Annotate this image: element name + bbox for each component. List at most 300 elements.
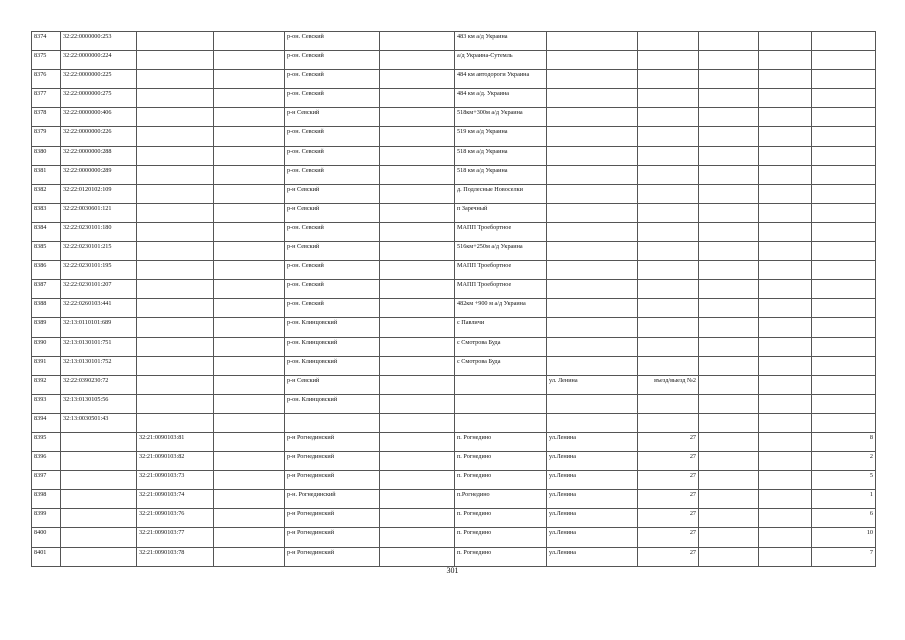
table-cell: р-н Севский	[285, 184, 380, 203]
table-cell	[812, 146, 876, 165]
table-cell	[699, 490, 759, 509]
table-cell: р-он. Клинцовский	[285, 337, 380, 356]
table-cell	[137, 32, 214, 51]
table-cell: 32:22:0120102:109	[61, 184, 137, 203]
table-row	[32, 89, 876, 108]
table-cell: р-он. Клинцовский	[285, 356, 380, 375]
table-cell: 32:22:0230101:195	[61, 261, 137, 280]
table-cell	[214, 337, 285, 356]
table-cell: ул.Ленина	[547, 490, 638, 509]
table-cell: р-н Рогнединский	[285, 509, 380, 528]
table-cell	[638, 89, 699, 108]
table-cell	[137, 165, 214, 184]
table-cell	[699, 509, 759, 528]
table-cell	[214, 51, 285, 70]
table-cell	[699, 280, 759, 299]
table-cell	[638, 337, 699, 356]
table-cell: 27	[638, 432, 699, 451]
table-cell: 27	[638, 452, 699, 471]
table-cell: р-он. Севский	[285, 127, 380, 146]
table-cell	[812, 280, 876, 299]
table-cell	[759, 452, 812, 471]
register-table	[31, 31, 876, 567]
table-cell	[214, 394, 285, 413]
table-cell	[137, 70, 214, 89]
table-cell	[547, 394, 638, 413]
table-cell: 8383	[32, 203, 61, 222]
table-cell: 7	[812, 547, 876, 566]
table-row	[32, 261, 876, 280]
table-cell	[137, 280, 214, 299]
page-number: 301	[446, 566, 459, 575]
table-cell	[812, 32, 876, 51]
table-cell: 484 км автодороги Украина	[455, 70, 547, 89]
table-cell	[137, 394, 214, 413]
table-cell	[61, 490, 137, 509]
table-cell	[699, 89, 759, 108]
table-cell	[812, 222, 876, 241]
table-cell	[214, 547, 285, 566]
table-cell	[380, 184, 455, 203]
table-cell: р-он. Севский	[285, 299, 380, 318]
table-cell: р-он. Клинцовский	[285, 394, 380, 413]
table-cell: 8378	[32, 108, 61, 127]
table-cell	[759, 509, 812, 528]
table-cell: п Заречный	[455, 203, 547, 222]
table-cell	[638, 413, 699, 432]
register-table-body	[32, 32, 876, 567]
table-row	[32, 165, 876, 184]
table-row	[32, 184, 876, 203]
table-cell	[699, 337, 759, 356]
table-cell: 8399	[32, 509, 61, 528]
table-cell	[380, 89, 455, 108]
table-cell: 32:21:0090103:76	[137, 509, 214, 528]
table-cell	[812, 184, 876, 203]
table-cell	[137, 127, 214, 146]
table-cell: 519 км а/д Украина	[455, 127, 547, 146]
table-cell	[214, 127, 285, 146]
table-cell: р-он. Севский	[285, 70, 380, 89]
table-cell	[380, 261, 455, 280]
table-cell: 27	[638, 471, 699, 490]
table-cell: 32:22:0230101:180	[61, 222, 137, 241]
table-cell	[214, 32, 285, 51]
table-cell	[699, 32, 759, 51]
table-cell	[214, 528, 285, 547]
table-cell	[699, 127, 759, 146]
table-cell: р-он. Севский	[285, 51, 380, 70]
table-cell: п. Рогнедино	[455, 452, 547, 471]
table-cell	[638, 108, 699, 127]
table-cell: 27	[638, 547, 699, 566]
table-cell	[137, 89, 214, 108]
table-cell: 8381	[32, 165, 61, 184]
table-cell	[380, 70, 455, 89]
table-cell: ул.Ленина	[547, 509, 638, 528]
table-cell: 484 км а/д. Украина	[455, 89, 547, 108]
table-cell	[812, 127, 876, 146]
table-cell: 32:22:0000000:225	[61, 70, 137, 89]
table-cell	[137, 318, 214, 337]
table-cell: р-н Севский	[285, 375, 380, 394]
table-cell	[699, 184, 759, 203]
table-cell	[759, 146, 812, 165]
table-cell	[214, 356, 285, 375]
table-cell: 32:21:0090103:78	[137, 547, 214, 566]
table-cell	[638, 356, 699, 375]
table-cell	[638, 318, 699, 337]
table-cell: р-он. Севский	[285, 32, 380, 51]
table-cell	[547, 203, 638, 222]
table-cell: 32:22:0230101:215	[61, 242, 137, 261]
table-cell: 482км +900 м а/д Украина	[455, 299, 547, 318]
table-cell: 32:22:0000000:253	[61, 32, 137, 51]
table-cell	[699, 261, 759, 280]
table-cell	[137, 222, 214, 241]
table-cell: 32:22:0030601:121	[61, 203, 137, 222]
table-cell: с Смотрова Буда	[455, 337, 547, 356]
table-cell	[214, 89, 285, 108]
table-cell: 8374	[32, 32, 61, 51]
table-cell	[380, 528, 455, 547]
table-cell: 8376	[32, 70, 61, 89]
table-cell	[547, 261, 638, 280]
table-cell: 32:13:0130101:752	[61, 356, 137, 375]
table-cell	[812, 318, 876, 337]
table-row	[32, 547, 876, 566]
table-cell: 32:21:0090103:82	[137, 452, 214, 471]
table-cell	[214, 222, 285, 241]
table-cell: 8375	[32, 51, 61, 70]
table-cell: с Павличи	[455, 318, 547, 337]
table-cell	[380, 242, 455, 261]
table-cell: 32:22:0000000:289	[61, 165, 137, 184]
table-cell	[759, 394, 812, 413]
table-cell	[759, 127, 812, 146]
table-cell	[638, 242, 699, 261]
table-cell: 8397	[32, 471, 61, 490]
table-cell: д. Подлесные Новоселки	[455, 184, 547, 203]
table-cell	[759, 203, 812, 222]
table-cell	[812, 356, 876, 375]
table-row	[32, 337, 876, 356]
table-cell	[137, 108, 214, 127]
table-cell: 8384	[32, 222, 61, 241]
table-cell: р-н Рогнединский	[285, 528, 380, 547]
table-cell	[812, 261, 876, 280]
table-cell	[137, 337, 214, 356]
table-cell: 8392	[32, 375, 61, 394]
table-cell: 1	[812, 490, 876, 509]
table-cell	[547, 146, 638, 165]
table-cell	[214, 261, 285, 280]
table-cell	[547, 184, 638, 203]
table-row	[32, 452, 876, 471]
table-cell: р-он. Севский	[285, 89, 380, 108]
table-cell: 8379	[32, 127, 61, 146]
table-cell: 32:22:0000000:275	[61, 89, 137, 108]
table-cell	[214, 432, 285, 451]
table-cell: п. Рогнедино	[455, 547, 547, 566]
table-cell	[812, 337, 876, 356]
table-cell: 32:13:0130105:56	[61, 394, 137, 413]
table-cell	[380, 146, 455, 165]
table-cell	[699, 108, 759, 127]
table-cell: 8393	[32, 394, 61, 413]
table-cell	[380, 318, 455, 337]
table-cell: п. Рогнедино	[455, 471, 547, 490]
table-cell	[812, 108, 876, 127]
table-cell	[214, 413, 285, 432]
table-cell: 8398	[32, 490, 61, 509]
table-cell	[380, 165, 455, 184]
table-cell: р-н Севский	[285, 242, 380, 261]
table-cell: 32:22:0260103:441	[61, 299, 137, 318]
table-cell	[699, 432, 759, 451]
table-cell	[380, 32, 455, 51]
table-cell	[759, 471, 812, 490]
table-cell: 8385	[32, 242, 61, 261]
table-cell	[547, 222, 638, 241]
table-cell	[547, 165, 638, 184]
table-cell	[759, 490, 812, 509]
table-cell: р-он. Севский	[285, 165, 380, 184]
table-cell: ул.Ленина	[547, 547, 638, 566]
table-cell: 32:22:0000000:224	[61, 51, 137, 70]
table-cell	[214, 242, 285, 261]
table-cell: 32:22:0000000:406	[61, 108, 137, 127]
table-cell	[699, 242, 759, 261]
table-cell	[638, 146, 699, 165]
table-cell	[137, 356, 214, 375]
table-cell: 8400	[32, 528, 61, 547]
table-cell	[137, 242, 214, 261]
table-cell: 2	[812, 452, 876, 471]
table-cell	[638, 261, 699, 280]
table-cell	[137, 375, 214, 394]
table-cell	[812, 165, 876, 184]
table-row	[32, 280, 876, 299]
table-cell	[214, 318, 285, 337]
table-cell	[759, 528, 812, 547]
table-cell: п.Рогнедино	[455, 490, 547, 509]
table-cell: 518 км а/д Украина	[455, 165, 547, 184]
table-cell	[759, 413, 812, 432]
table-row	[32, 127, 876, 146]
table-cell	[547, 280, 638, 299]
table-cell	[699, 375, 759, 394]
table-cell	[638, 51, 699, 70]
table-cell: ул.Ленина	[547, 471, 638, 490]
table-cell: 32:21:0090103:77	[137, 528, 214, 547]
table-cell	[759, 356, 812, 375]
table-cell	[61, 471, 137, 490]
table-cell	[638, 32, 699, 51]
table-cell	[759, 70, 812, 89]
table-cell	[380, 547, 455, 566]
table-cell	[699, 299, 759, 318]
table-cell	[380, 413, 455, 432]
table-cell	[699, 356, 759, 375]
table-cell	[699, 222, 759, 241]
table-cell	[61, 509, 137, 528]
table-cell	[699, 413, 759, 432]
table-cell	[214, 299, 285, 318]
table-cell: 518км+300м а/д Украина	[455, 108, 547, 127]
table-cell: ул.Ленина	[547, 528, 638, 547]
table-cell: ул.Ленина	[547, 432, 638, 451]
table-cell	[812, 394, 876, 413]
table-row	[32, 222, 876, 241]
table-cell	[759, 318, 812, 337]
table-cell: 518 км а/д Украина	[455, 146, 547, 165]
table-cell	[214, 184, 285, 203]
table-cell	[812, 299, 876, 318]
table-row	[32, 203, 876, 222]
table-cell	[638, 203, 699, 222]
table-cell: р-н Рогнединский	[285, 452, 380, 471]
table-cell: ул. Ленина	[547, 375, 638, 394]
table-cell	[214, 203, 285, 222]
table-cell	[61, 432, 137, 451]
table-cell: 8	[812, 432, 876, 451]
table-cell	[214, 509, 285, 528]
table-cell	[759, 108, 812, 127]
table-cell: 8394	[32, 413, 61, 432]
table-cell: 32:13:0030501:43	[61, 413, 137, 432]
table-cell: р-н. Рогнединский	[285, 490, 380, 509]
table-cell	[380, 471, 455, 490]
table-cell: 32:13:0130101:751	[61, 337, 137, 356]
table-cell	[547, 337, 638, 356]
table-cell	[137, 51, 214, 70]
table-cell	[285, 413, 380, 432]
table-cell	[759, 242, 812, 261]
table-cell	[699, 51, 759, 70]
table-cell: р-он. Севский	[285, 280, 380, 299]
table-cell	[759, 32, 812, 51]
table-cell	[638, 165, 699, 184]
table-cell	[699, 528, 759, 547]
table-cell	[455, 394, 547, 413]
table-cell: 27	[638, 490, 699, 509]
table-cell	[759, 432, 812, 451]
table-row	[32, 70, 876, 89]
table-cell: МАПП Троебортное	[455, 222, 547, 241]
table-cell: п. Рогнедино	[455, 509, 547, 528]
table-cell: МАПП Троебортное	[455, 261, 547, 280]
table-cell: 32:21:0090103:81	[137, 432, 214, 451]
table-cell	[137, 184, 214, 203]
table-cell: 8391	[32, 356, 61, 375]
table-cell	[812, 70, 876, 89]
table-cell	[380, 490, 455, 509]
table-cell: 10	[812, 528, 876, 547]
table-cell	[214, 165, 285, 184]
table-cell	[699, 146, 759, 165]
table-cell: 483 км а/д Украина	[455, 32, 547, 51]
table-row	[32, 509, 876, 528]
table-cell	[759, 51, 812, 70]
table-cell	[812, 413, 876, 432]
table-cell	[759, 89, 812, 108]
table-cell	[137, 299, 214, 318]
table-cell	[380, 337, 455, 356]
table-cell	[214, 471, 285, 490]
table-cell: р-он. Севский	[285, 146, 380, 165]
table-cell	[214, 375, 285, 394]
table-row	[32, 432, 876, 451]
table-cell	[547, 299, 638, 318]
table-row	[32, 318, 876, 337]
table-cell: р-он. Клинцовский	[285, 318, 380, 337]
table-cell: 8395	[32, 432, 61, 451]
table-cell	[547, 51, 638, 70]
table-cell: 516км+250м а/д Украина	[455, 242, 547, 261]
table-cell	[214, 70, 285, 89]
table-cell	[380, 222, 455, 241]
table-cell	[380, 375, 455, 394]
table-cell	[380, 432, 455, 451]
table-cell: 8388	[32, 299, 61, 318]
table-cell	[137, 261, 214, 280]
table-cell	[137, 203, 214, 222]
table-cell	[547, 127, 638, 146]
table-cell: 8401	[32, 547, 61, 566]
table-cell	[812, 203, 876, 222]
table-cell: 8377	[32, 89, 61, 108]
table-cell	[547, 89, 638, 108]
table-cell	[547, 242, 638, 261]
table-row	[32, 146, 876, 165]
table-cell	[137, 413, 214, 432]
table-row	[32, 413, 876, 432]
table-cell	[699, 452, 759, 471]
table-cell	[380, 299, 455, 318]
table-cell	[455, 375, 547, 394]
table-cell: 8382	[32, 184, 61, 203]
table-cell	[547, 356, 638, 375]
table-cell	[547, 108, 638, 127]
table-cell: 32:22:0390230:72	[61, 375, 137, 394]
table-cell: 8386	[32, 261, 61, 280]
table-cell	[638, 127, 699, 146]
table-cell	[699, 70, 759, 89]
table-cell	[380, 203, 455, 222]
table-cell: 32:21:0090103:73	[137, 471, 214, 490]
table-cell: п. Рогнедино	[455, 432, 547, 451]
table-cell: 27	[638, 528, 699, 547]
table-cell: р-н Рогнединский	[285, 471, 380, 490]
table-row	[32, 32, 876, 51]
table-cell	[759, 375, 812, 394]
table-cell	[699, 165, 759, 184]
table-cell	[812, 89, 876, 108]
table-cell: ул.Ленина	[547, 452, 638, 471]
table-cell	[380, 127, 455, 146]
table-cell	[638, 299, 699, 318]
table-cell: п. Рогнедино	[455, 528, 547, 547]
table-cell	[214, 108, 285, 127]
table-cell	[638, 222, 699, 241]
table-cell	[638, 70, 699, 89]
table-cell: р-н Севский	[285, 203, 380, 222]
table-cell	[214, 490, 285, 509]
table-cell: 27	[638, 509, 699, 528]
table-cell	[547, 318, 638, 337]
table-cell	[638, 184, 699, 203]
